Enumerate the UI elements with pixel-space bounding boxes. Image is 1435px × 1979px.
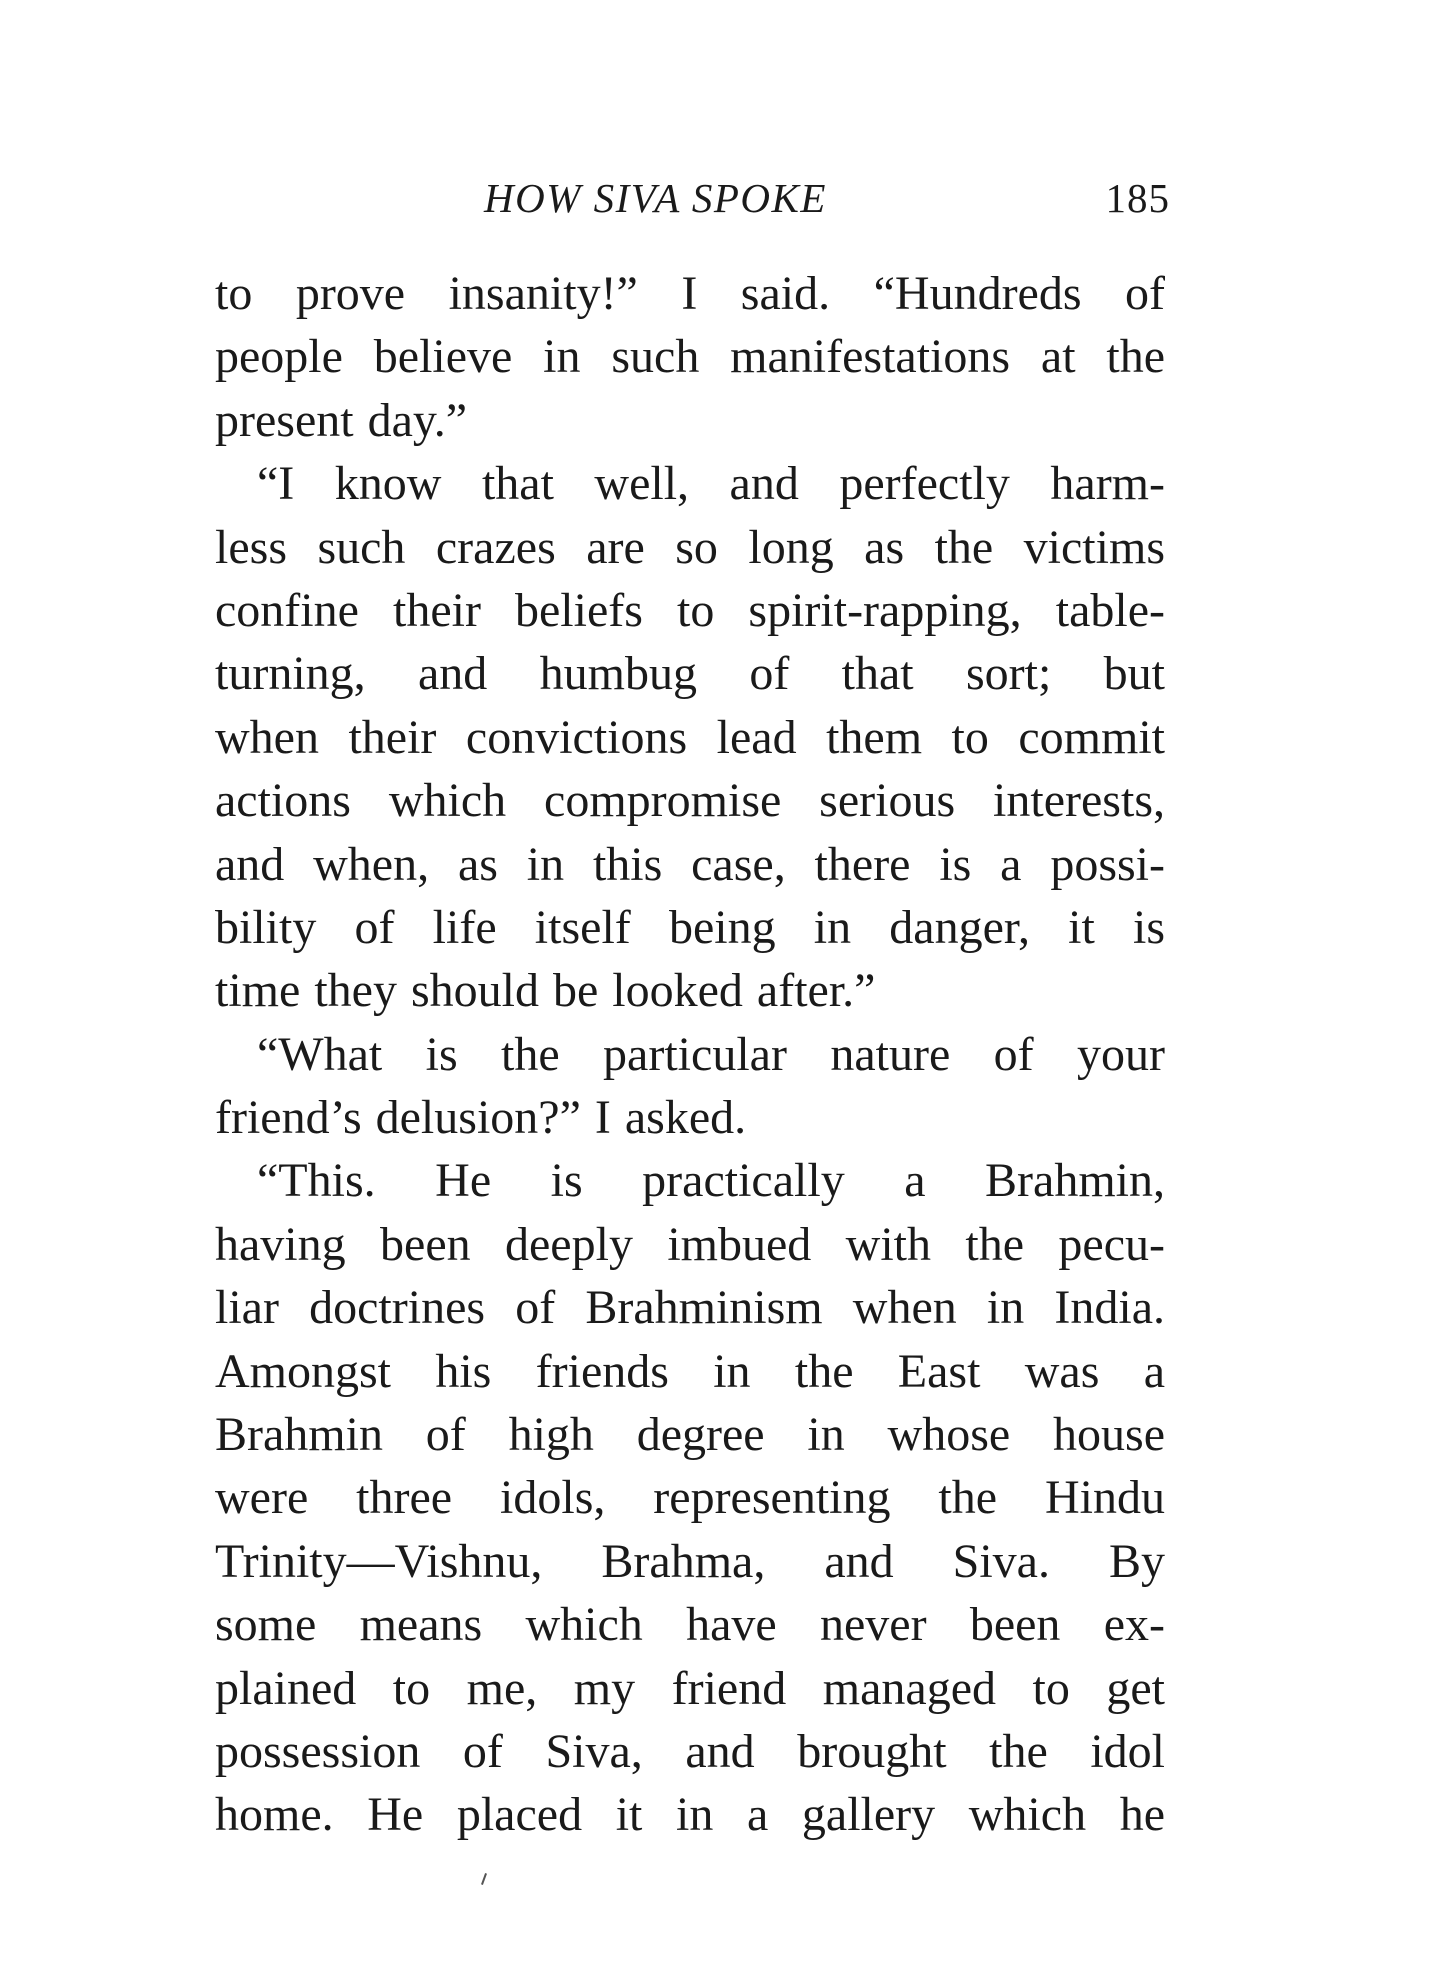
text-line: home. He placed it in a gallery which he <box>215 1788 1165 1842</box>
text-line: “This. He is practically a Brahmin, <box>257 1154 1165 1208</box>
ink-speck <box>481 1873 487 1885</box>
text-line: possession of Siva, and brought the idol <box>215 1724 1165 1778</box>
text-line: actions which compromise serious interests, <box>215 774 1165 828</box>
text-line: were three idols, representing the Hindu <box>215 1471 1165 1525</box>
text-line: people believe in such manifestations at the <box>215 330 1165 384</box>
text-line: friend’s delusion?” I asked. <box>215 1091 747 1145</box>
text-line: having been deeply imbued with the pecu- <box>215 1217 1165 1271</box>
body-text <box>215 262 1165 1847</box>
text-line: less such crazes are so long as the victims <box>215 520 1165 574</box>
running-head <box>470 168 1170 228</box>
text-line: bility of life itself being in danger, it is <box>215 900 1165 954</box>
text-line: liar doctrines of Brahminism when in India. <box>215 1281 1165 1335</box>
text-line: to prove insanity!” I said. “Hundreds of <box>215 267 1165 320</box>
text-line: some means which have never been ex- <box>215 1598 1165 1652</box>
text-line: “What is the particular nature of your <box>257 1027 1165 1081</box>
text-line: confine their beliefs to spirit-rapping, table- <box>215 583 1165 637</box>
text-line: present day.” <box>215 393 468 447</box>
text-line: “I know that well, and perfectly harm- <box>257 457 1165 511</box>
chapter-title: HOW SIVA SPOKE <box>484 175 827 221</box>
text-line: time they should be looked after.” <box>215 964 876 1018</box>
text-line: turning, and humbug of that sort; but <box>215 647 1165 701</box>
text-line: plained to me, my friend managed to get <box>215 1661 1165 1715</box>
text-line: Brahmin of high degree in whose house <box>215 1408 1165 1462</box>
page-number: 185 <box>1105 175 1170 221</box>
text-line: when their convictions lead them to commit <box>215 710 1165 764</box>
text-line: Amongst his friends in the East was a <box>215 1344 1165 1398</box>
text-line: Trinity—Vishnu, Brahma, and Siva. By <box>215 1534 1165 1588</box>
text-line: and when, as in this case, there is a possi- <box>215 837 1165 891</box>
